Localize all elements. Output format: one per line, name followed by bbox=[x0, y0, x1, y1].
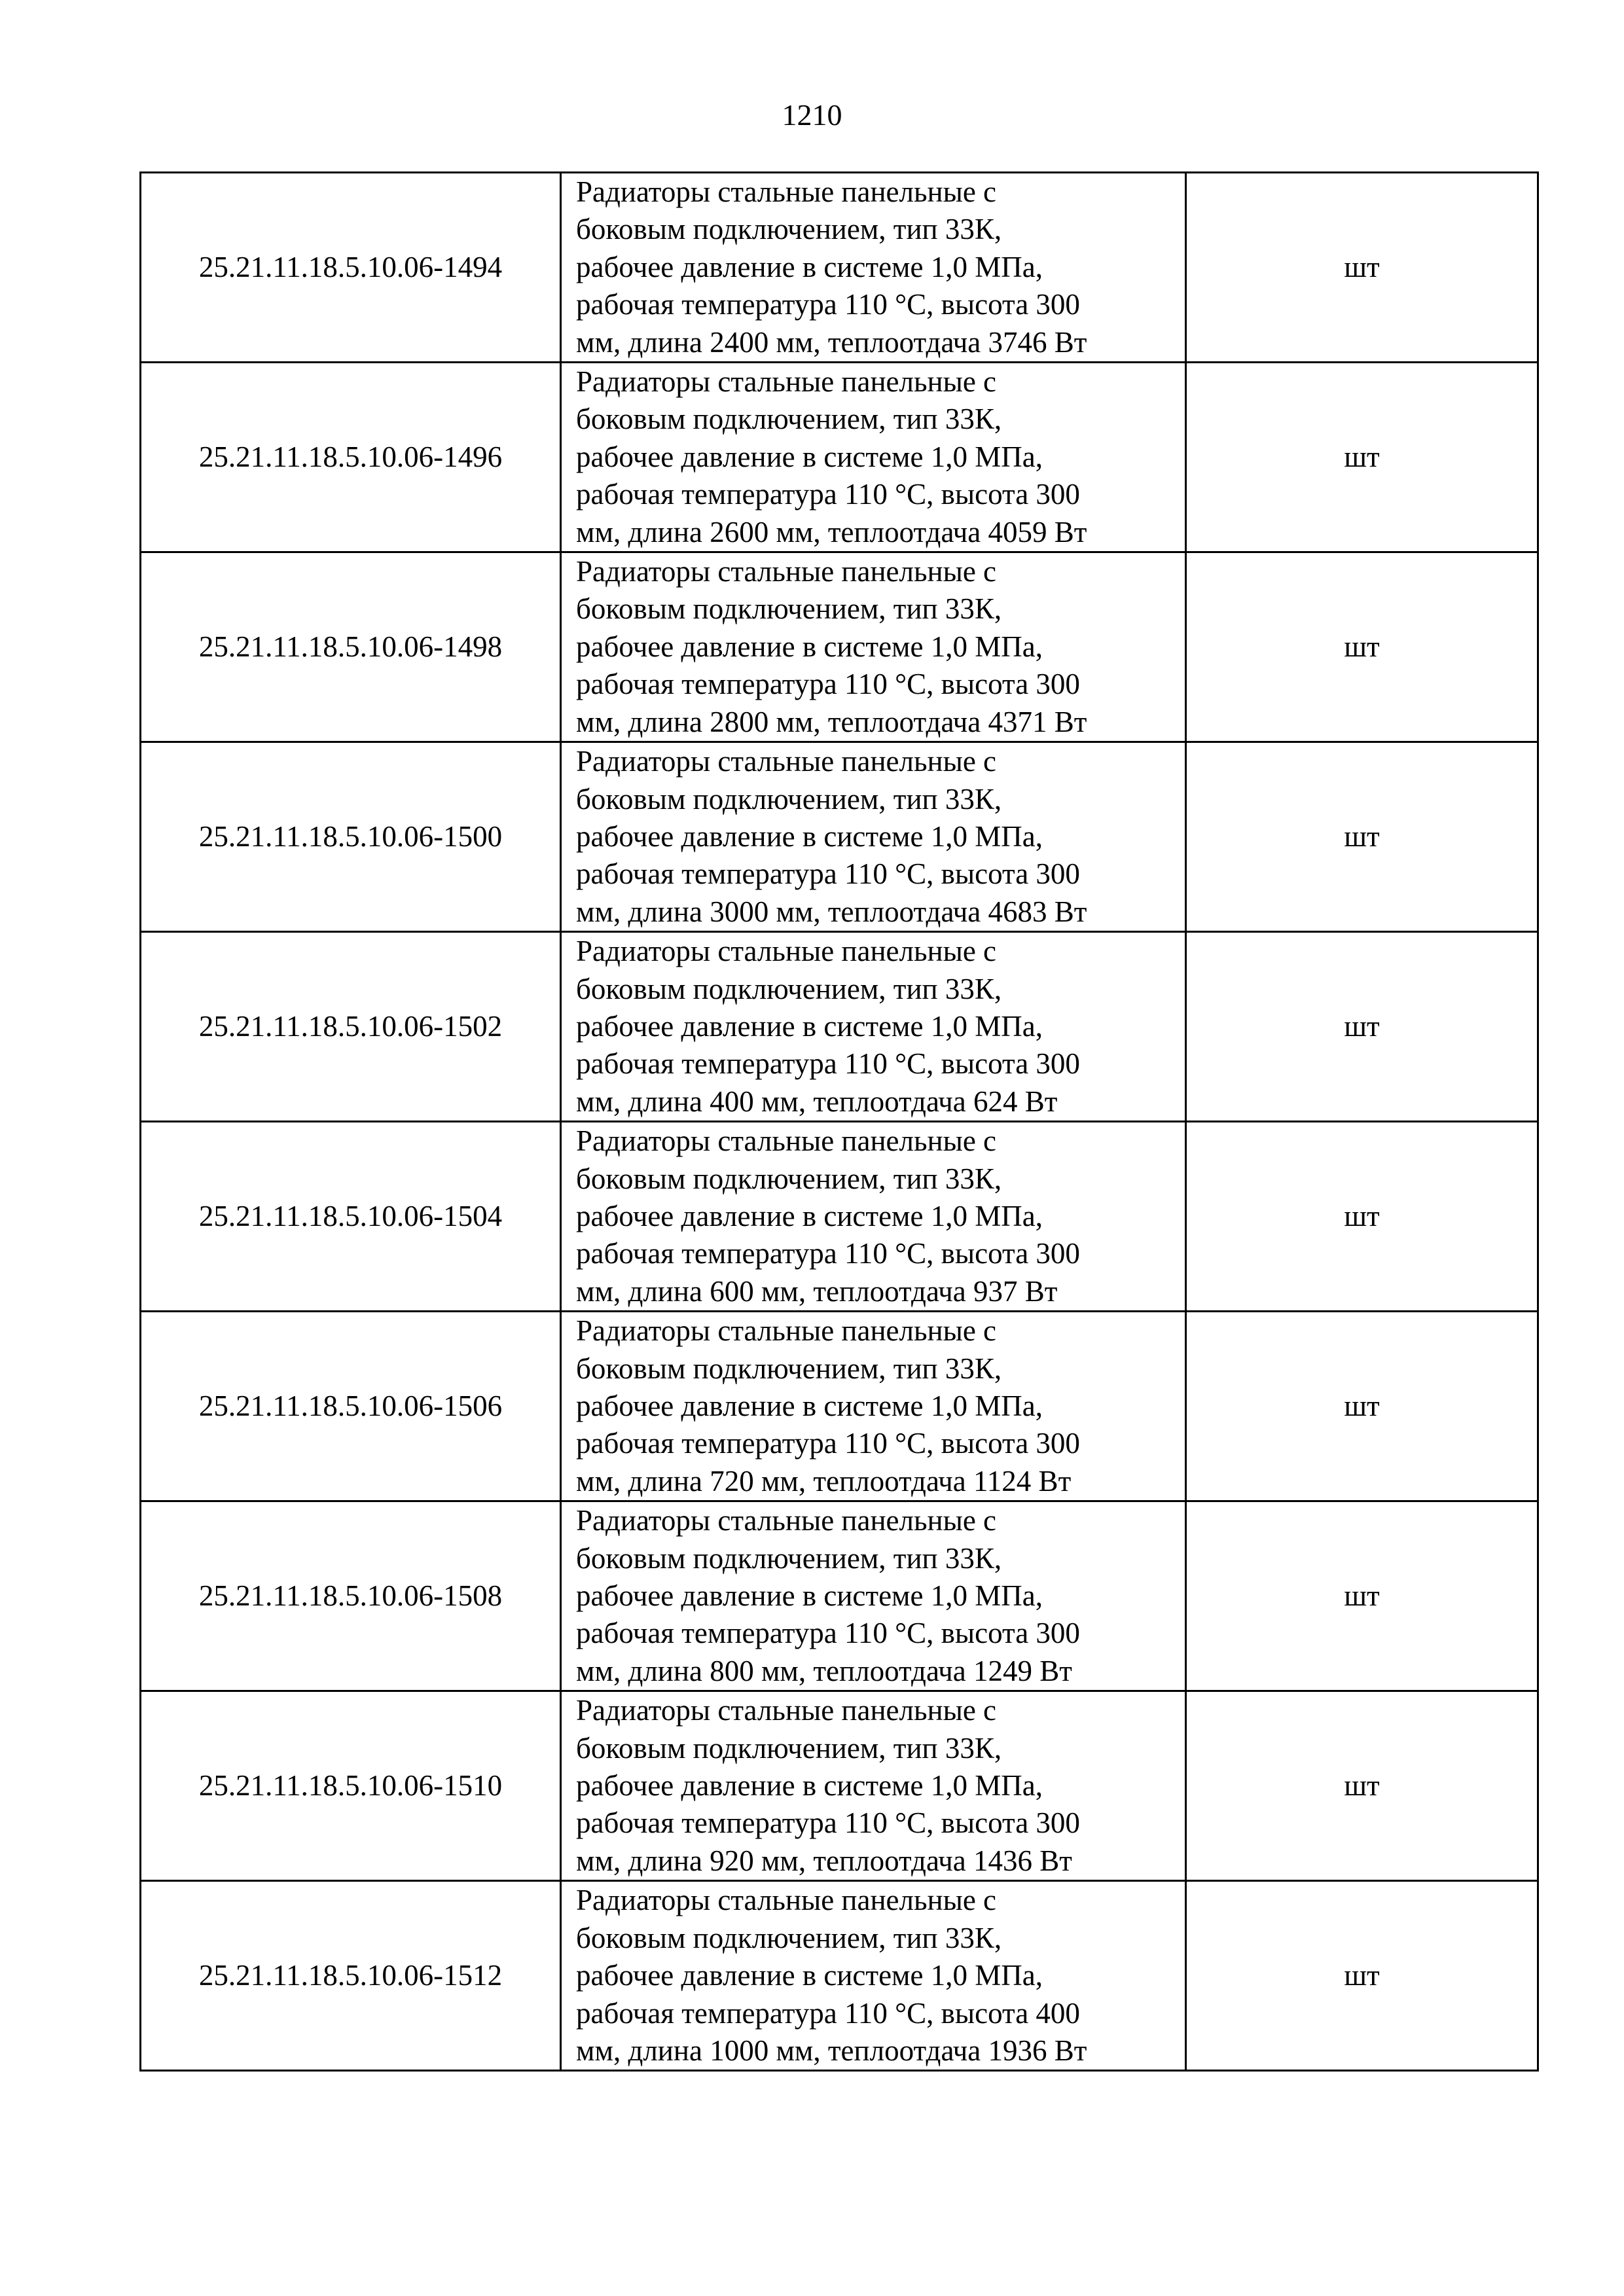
item-code: 25.21.11.18.5.10.06-1504 bbox=[141, 1122, 561, 1312]
page-number: 1210 bbox=[782, 98, 842, 132]
table-row bbox=[141, 1881, 1538, 2071]
item-unit: шт bbox=[1186, 1881, 1538, 2071]
item-unit: шт bbox=[1186, 1501, 1538, 1691]
item-description: Радиаторы стальные панельные с боковым подключением, тип 33К, рабочее давление в системе 1,0 МПа, рабочая температура 110 °С, высота 300 мм, длина 800 мм, теплоотдача 1249 Вт bbox=[561, 1501, 1186, 1691]
item-unit: шт bbox=[1186, 552, 1538, 742]
item-code: 25.21.11.18.5.10.06-1510 bbox=[141, 1691, 561, 1881]
item-unit: шт bbox=[1186, 173, 1538, 363]
item-unit: шт bbox=[1186, 742, 1538, 932]
item-description: Радиаторы стальные панельные с боковым подключением, тип 33К, рабочее давление в системе 1,0 МПа, рабочая температура 110 °С, высота 400 мм, длина 1000 мм, теплоотдача 1936 Вт bbox=[561, 1881, 1186, 2071]
item-code: 25.21.11.18.5.10.06-1506 bbox=[141, 1312, 561, 1501]
item-code: 25.21.11.18.5.10.06-1494 bbox=[141, 173, 561, 363]
table-row bbox=[141, 173, 1538, 363]
item-description: Радиаторы стальные панельные с боковым подключением, тип 33К, рабочее давление в системе 1,0 МПа, рабочая температура 110 °С, высота 300 мм, длина 600 мм, теплоотдача 937 Вт bbox=[561, 1122, 1186, 1312]
item-unit: шт bbox=[1186, 363, 1538, 552]
item-unit: шт bbox=[1186, 1312, 1538, 1501]
table-row bbox=[141, 1122, 1538, 1312]
item-code: 25.21.11.18.5.10.06-1500 bbox=[141, 742, 561, 932]
items-table bbox=[139, 171, 1539, 2072]
item-description: Радиаторы стальные панельные с боковым подключением, тип 33К, рабочее давление в системе 1,0 МПа, рабочая температура 110 °С, высота 300 мм, длина 3000 мм, теплоотдача 4683 Вт bbox=[561, 742, 1186, 932]
item-code: 25.21.11.18.5.10.06-1508 bbox=[141, 1501, 561, 1691]
item-code: 25.21.11.18.5.10.06-1502 bbox=[141, 932, 561, 1122]
item-code: 25.21.11.18.5.10.06-1498 bbox=[141, 552, 561, 742]
table-row bbox=[141, 363, 1538, 552]
table-row bbox=[141, 1312, 1538, 1501]
table-row bbox=[141, 1691, 1538, 1881]
item-description: Радиаторы стальные панельные с боковым подключением, тип 33К, рабочее давление в системе 1,0 МПа, рабочая температура 110 °С, высота 300 мм, длина 2600 мм, теплоотдача 4059 Вт bbox=[561, 363, 1186, 552]
items-table-body bbox=[141, 173, 1538, 2071]
item-description: Радиаторы стальные панельные с боковым подключением, тип 33К, рабочее давление в системе 1,0 МПа, рабочая температура 110 °С, высота 300 мм, длина 720 мм, теплоотдача 1124 Вт bbox=[561, 1312, 1186, 1501]
table-row bbox=[141, 1501, 1538, 1691]
item-description: Радиаторы стальные панельные с боковым подключением, тип 33К, рабочее давление в системе 1,0 МПа, рабочая температура 110 °С, высота 300 мм, длина 400 мм, теплоотдача 624 Вт bbox=[561, 932, 1186, 1122]
item-unit: шт bbox=[1186, 932, 1538, 1122]
item-description: Радиаторы стальные панельные с боковым подключением, тип 33К, рабочее давление в системе 1,0 МПа, рабочая температура 110 °С, высота 300 мм, длина 2800 мм, теплоотдача 4371 Вт bbox=[561, 552, 1186, 742]
item-code: 25.21.11.18.5.10.06-1512 bbox=[141, 1881, 561, 2071]
item-description: Радиаторы стальные панельные с боковым подключением, тип 33К, рабочее давление в системе 1,0 МПа, рабочая температура 110 °С, высота 300 мм, длина 2400 мм, теплоотдача 3746 Вт bbox=[561, 173, 1186, 363]
table-row bbox=[141, 932, 1538, 1122]
table-row bbox=[141, 552, 1538, 742]
item-unit: шт bbox=[1186, 1691, 1538, 1881]
item-code: 25.21.11.18.5.10.06-1496 bbox=[141, 363, 561, 552]
table-row bbox=[141, 742, 1538, 932]
item-unit: шт bbox=[1186, 1122, 1538, 1312]
item-description: Радиаторы стальные панельные с боковым подключением, тип 33К, рабочее давление в системе 1,0 МПа, рабочая температура 110 °С, высота 300 мм, длина 920 мм, теплоотдача 1436 Вт bbox=[561, 1691, 1186, 1881]
